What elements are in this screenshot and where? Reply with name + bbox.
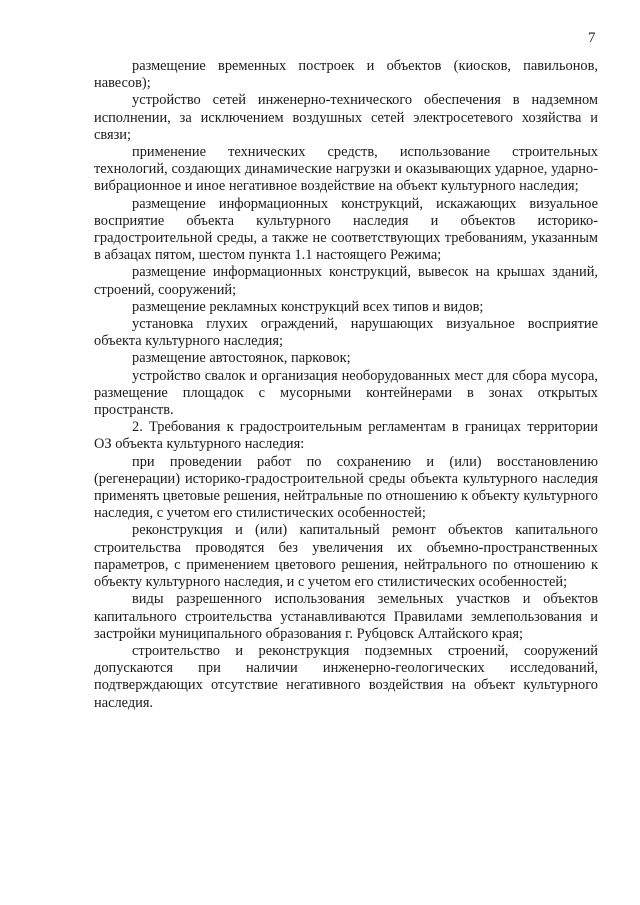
paragraph-engineering-networks: устройство сетей инженерно-технического обеспечения в надземном исполнении, за исключением воздушных сетей электросетевого хозяйства и связи; — [94, 92, 598, 143]
paragraph-underground-construction: строительство и реконструкция подземных строений, сооружений допускаются при наличии инженерно-геологических исследований, подтверждающих отсутствие негативного воздействия на объект культурного наследия. — [94, 642, 598, 711]
section-heading-urban-regulations: 2. Требования к градостроительным регламентам в границах территории ОЗ объекта культурного наследия: — [94, 419, 598, 453]
paragraph-solid-fences: установка глухих ограждений, нарушающих визуальное восприятие объекта культурного наследия; — [94, 316, 598, 350]
paragraph-reconstruction: реконструкция и (или) капитальный ремонт объектов капитального строительства проводятся без увеличения их объемно-пространственных параметров, с применением цветового решения, нейтрального по отношению к объекту культурного наследия, и с учетом его стилистических особенностей; — [94, 522, 598, 591]
paragraph-permitted-use: виды разрешенного использования земельных участков и объектов капитального строительства устанавливаются Правилами землепользования и застройки муниципального образования г. Рубцовск Алтайского края; — [94, 591, 598, 642]
paragraph-rooftop-signs: размещение информационных конструкций, вывесок на крышах зданий, строений, сооружений; — [94, 264, 598, 298]
paragraph-temporary-buildings: размещение временных построек и объектов (киосков, павильонов, навесов); — [94, 58, 598, 92]
page-number: 7 — [588, 30, 596, 46]
paragraph-parking: размещение автостоянок, парковок; — [132, 350, 351, 367]
paragraph-advertising-structures: размещение рекламных конструкций всех типов и видов; — [132, 298, 484, 315]
paragraph-information-structures: размещение информационных конструкций, искажающих визуальное восприятие объекта культурного наследия и объектов историко-градостроительной среды, а также не соответствующих требованиям, указанным в абзацах пятом, шестом пункта 1.1 настоящего Режима; — [94, 195, 598, 264]
document-body — [94, 58, 598, 712]
paragraph-dumps: устройство свалок и организация необорудованных мест для сбора мусора, размещение площадок с мусорными контейнерами в зонах открытых пространств. — [94, 367, 598, 419]
paragraph-color-solutions: при проведении работ по сохранению и (или) восстановлению (регенерации) историко-градостроительной среды объекта культурного наследия применять цветовые решения, нейтральные по отношению к объекту культурного наследия, с учетом его стилистических особенностей; — [94, 453, 598, 522]
paragraph-technical-means: применение технических средств, использование строительных технологий, создающих динамические нагрузки и оказывающих ударное, ударно-вибрационное и иное негативное воздействие на объект культурного наследия; — [94, 144, 598, 195]
